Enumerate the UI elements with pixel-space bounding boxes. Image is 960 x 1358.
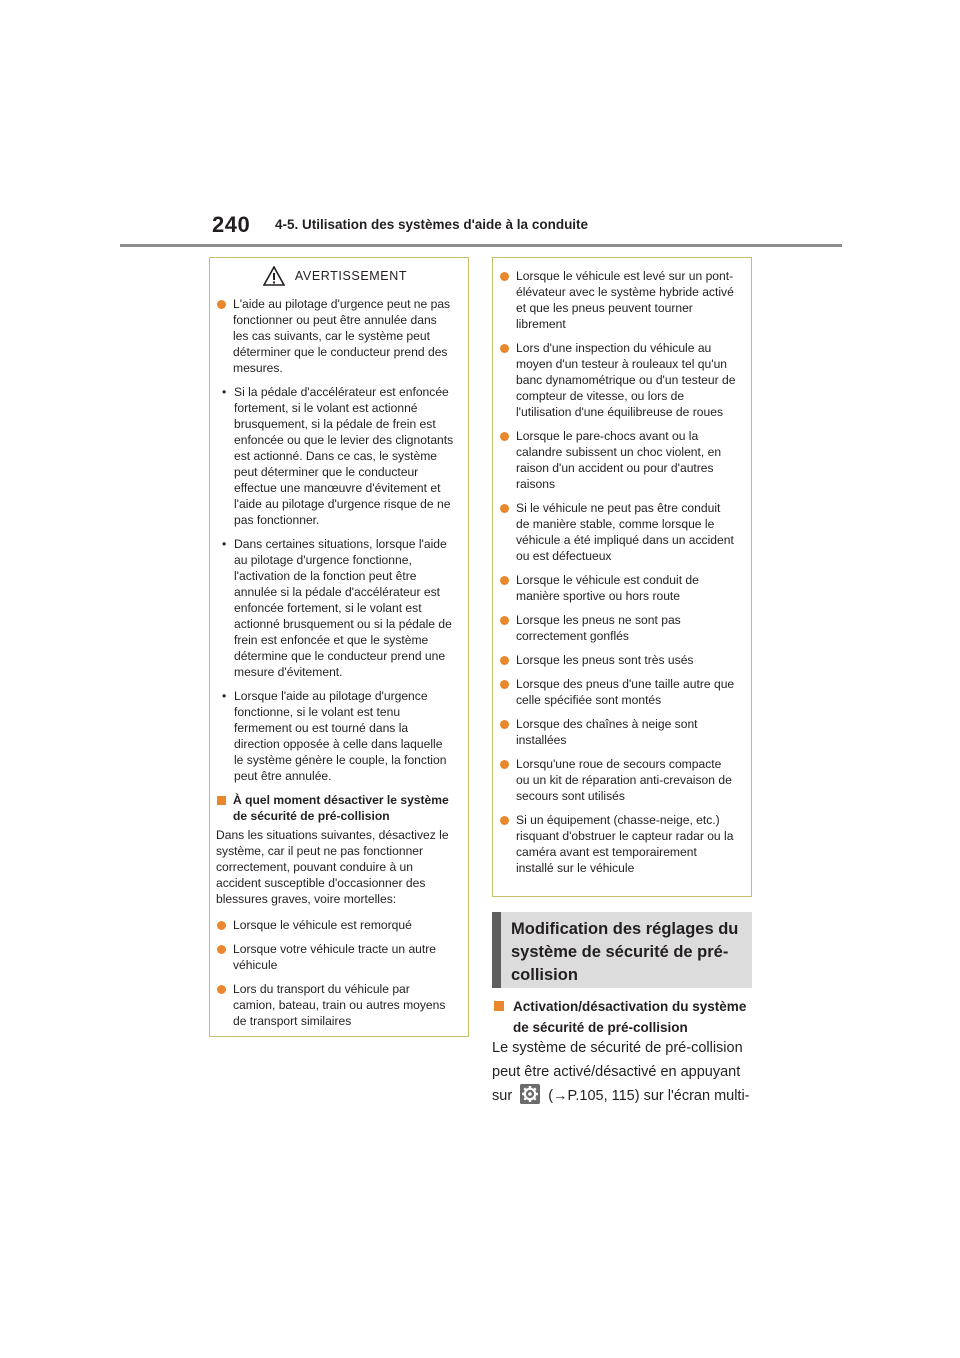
- list-item: [499, 612, 737, 644]
- warning-header: [216, 266, 454, 286]
- settings-body-text: [492, 1036, 762, 1108]
- bullet-dot-icon: [500, 760, 509, 769]
- bullet-dot-icon: [500, 656, 509, 665]
- bullet-dot-icon: [217, 300, 226, 309]
- list-item: [499, 756, 737, 804]
- list-item-text: Lorsque le véhicule est levé sur un pont-élévateur avec le système hybride activé et que les pneus peuvent tourner librement: [516, 269, 734, 331]
- bullet-dot-icon: [500, 272, 509, 281]
- bullet-dot-icon: [500, 344, 509, 353]
- bullet-dot-icon: [500, 504, 509, 513]
- square-bullet-icon: [217, 796, 226, 805]
- list-item: [499, 268, 737, 332]
- list-item: [499, 572, 737, 604]
- bullet-dot-icon: [500, 720, 509, 729]
- deactivate-text: Dans les situations suivantes, désactivez le système, car il peut ne pas fonctionner correctement, pouvant conduire à un accident susceptible d'occasionner des blessures graves, voire mortelles:: [216, 828, 449, 906]
- body-text-after-icon: (→P.105, 115) sur l'écran multi-: [548, 1088, 750, 1104]
- bullet-dot-icon: [217, 921, 226, 930]
- deactivate-heading: [216, 792, 454, 824]
- list-item-text: Lorsqu'une roue de secours compacte ou un kit de réparation anti-crevaison de secours sont utilisés: [516, 757, 732, 803]
- section-heading-box: Modification des réglages du système de sécurité de pré-collision: [492, 912, 752, 988]
- bullet-icon: •: [222, 689, 227, 703]
- list-item: [499, 812, 737, 876]
- list-item: [216, 941, 454, 973]
- bullet-dot-icon: [217, 985, 226, 994]
- list-item-text: Si un équipement (chasse-neige, etc.) risquant d'obstruer le capteur radar ou la caméra avant est temporairement installé sur le véhicule: [516, 813, 734, 875]
- header-rule: [120, 244, 842, 247]
- list-item-text: Lorsque des chaînes à neige sont installées: [516, 717, 698, 747]
- list-item: [499, 676, 737, 708]
- settings-gear-icon: [520, 1084, 540, 1104]
- list-item: [499, 500, 737, 564]
- list-item-text: Lorsque les pneus sont très usés: [516, 653, 694, 667]
- warning-title: AVERTISSEMENT: [294, 269, 408, 283]
- deactivate-heading-text: À quel moment désactiver le système de sécurité de pré-collision: [233, 793, 449, 823]
- list-item: [499, 716, 737, 748]
- warning-icon: [263, 266, 285, 286]
- square-bullet-icon: [494, 1001, 504, 1011]
- list-item-text: Lorsque votre véhicule tracte un autre véhicule: [233, 942, 437, 972]
- list-item: [499, 652, 737, 668]
- section-title: 4-5. Utilisation des systèmes d'aide à la conduite: [275, 217, 589, 232]
- sub-item-text: Dans certaines situations, lorsque l'aide au pilotage d'urgence fonctionne, l'activation de la fonction peut être annulée si la pédale d'accélérateur est enfoncée fortement, si le volant est actionné brusquement ou si la pédale de frein est enfoncée et que le système détermine que le conducteur prend une mesure d'évitement.: [234, 537, 452, 679]
- list-item-text: Lorsque le pare-chocs avant ou la calandre subissent un choc violent, en raison d'un accident ou pour d'autres raisons: [516, 429, 722, 491]
- list-item: [499, 340, 737, 420]
- page-number: 240: [212, 212, 251, 237]
- list-item-text: Lorsque le véhicule est remorqué: [233, 918, 412, 932]
- warning-intro: L'aide au pilotage d'urgence peut ne pas fonctionner ou peut être annulée dans les cas suivants, car le système peut déterminer que le conducteur prend des mesures.: [233, 297, 451, 375]
- bullet-icon: •: [222, 385, 227, 399]
- list-item: [216, 917, 454, 933]
- subheading-text: Activation/désactivation du système de sécurité de pré-collision: [513, 999, 747, 1035]
- bullet-dot-icon: [217, 945, 226, 954]
- sub-item-text: Lorsque l'aide au pilotage d'urgence fonctionne, si le volant est tenu fermement ou est tourné dans la direction opposée à celle dans laquelle le système génère le couple, la fonction peut être annulée.: [234, 689, 447, 783]
- list-item-text: Lorsque le véhicule est conduit de manière sportive ou hors route: [516, 573, 699, 603]
- warning-box-right: [492, 257, 752, 897]
- list-item-text: Si le véhicule ne peut pas être conduit de manière stable, comme lorsque le véhicule a été impliqué dans un accident ou est défectueux: [516, 501, 734, 563]
- body-text-before-icon: Le système de sécurité de pré-collision peut être activé/désactivé en appuyant sur: [492, 1040, 743, 1104]
- list-item: [499, 428, 737, 492]
- subheading: [492, 996, 762, 1038]
- list-item: [216, 296, 454, 376]
- warning-box-left: [209, 257, 469, 1037]
- sub-list-item: [222, 688, 454, 784]
- bullet-icon: •: [222, 537, 227, 551]
- list-item: [216, 981, 454, 1029]
- bullet-dot-icon: [500, 680, 509, 689]
- list-item-text: Lors du transport du véhicule par camion, bateau, train ou autres moyens de transport similaires: [233, 982, 446, 1028]
- list-item-text: Lorsque les pneus ne sont pas correctement gonflés: [516, 613, 681, 643]
- bullet-dot-icon: [500, 432, 509, 441]
- sub-list-item: [222, 536, 454, 680]
- sub-list-item: [222, 384, 454, 528]
- bullet-dot-icon: [500, 616, 509, 625]
- bullet-dot-icon: [500, 576, 509, 585]
- list-item-text: Lorsque des pneus d'une taille autre que celle spécifiée sont montés: [516, 677, 735, 707]
- list-item-text: Lors d'une inspection du véhicule au moyen d'un testeur à rouleaux tel qu'un banc dynamométrique ou d'un testeur de compteur de vitesse, ou lors de l'utilisation d'une équilibreuse de roues: [516, 341, 736, 419]
- sub-item-text: Si la pédale d'accélérateur est enfoncée fortement, si le volant est actionné brusquement, si la pédale de frein est enfoncée ou que le levier des clignotants est actionné. Dans ce cas, le système peut déterminer que le conducteur effectue une manœuvre d'évitement et l'aide au pilotage d'urgence risque de ne pas fonctionner.: [234, 385, 454, 527]
- bullet-dot-icon: [500, 816, 509, 825]
